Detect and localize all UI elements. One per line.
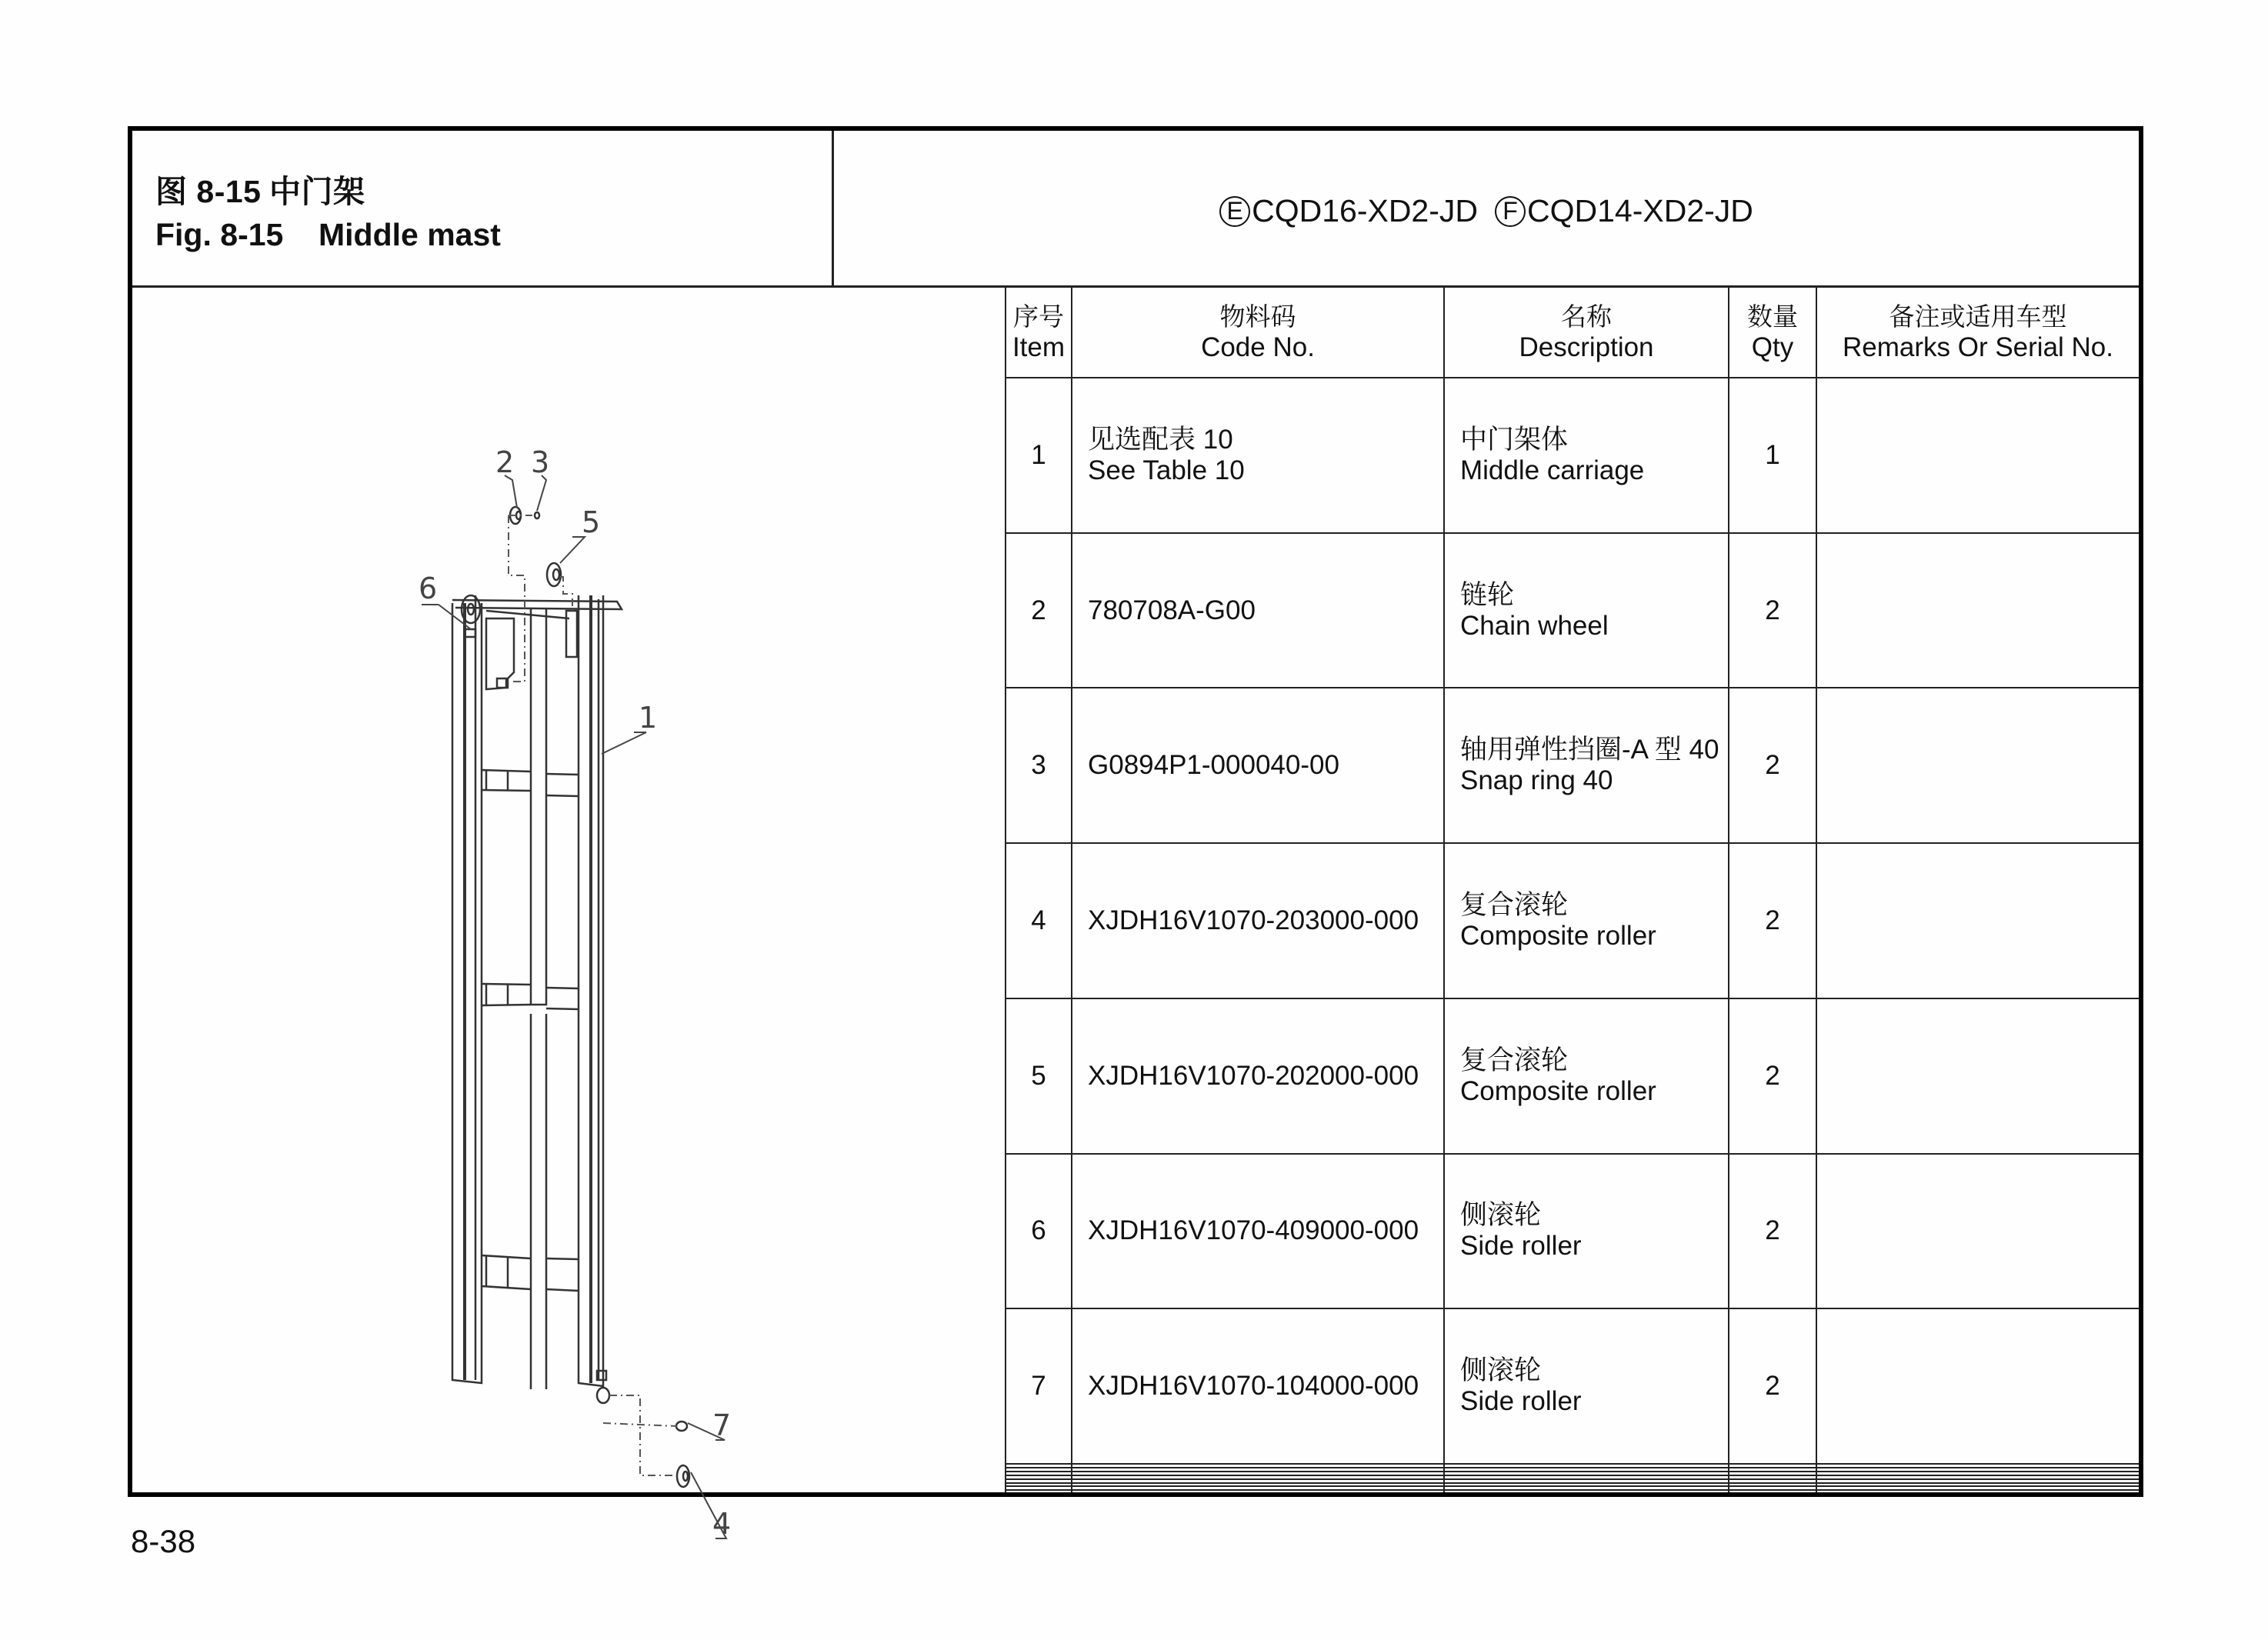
applicable-models: [834, 131, 2139, 285]
item-number: 4: [1006, 843, 1072, 998]
remarks: [1816, 843, 2139, 998]
model-f: [1495, 193, 1753, 229]
callout-4: 4: [712, 1507, 732, 1541]
remarks: [1816, 378, 2139, 533]
circled-f-badge-icon: F: [1495, 196, 1526, 227]
column-header-description: 名称 Description: [1444, 288, 1729, 378]
empty-table-row: [1006, 1490, 2139, 1492]
description: 侧滚轮 Side roller: [1444, 1308, 1729, 1464]
table-header-row: [1006, 288, 2139, 378]
description: 侧滚轮 Side roller: [1444, 1154, 1729, 1309]
figure-caption: [132, 131, 834, 285]
page-number: 8-38: [131, 1523, 196, 1559]
item-number: 6: [1006, 1154, 1072, 1309]
remarks: [1816, 998, 2139, 1154]
quantity: 1: [1729, 378, 1816, 533]
callout-5: 5: [582, 505, 601, 539]
code-number: XJDH16V1070-409000-000: [1072, 1154, 1444, 1309]
model-e-name: CQD16-XD2-JD: [1252, 193, 1478, 228]
item-number: 7: [1006, 1308, 1072, 1464]
table-row: [1006, 688, 2139, 843]
item-number: 2: [1006, 533, 1072, 688]
callout-2: 2: [495, 445, 515, 479]
exploded-view-drawing: [132, 288, 1005, 1541]
description: 链轮 Chain wheel: [1444, 533, 1729, 688]
model-e: [1219, 193, 1478, 229]
remarks: [1816, 1154, 2139, 1309]
callout-6: 6: [419, 572, 438, 605]
description: 复合滚轮 Composite roller: [1444, 843, 1729, 998]
parts-list: [1005, 288, 2139, 1492]
circled-e-badge-icon: E: [1219, 196, 1250, 227]
quantity: 2: [1729, 1154, 1816, 1309]
column-header-code: 物料码 Code No.: [1072, 288, 1444, 378]
remarks: [1816, 1308, 2139, 1464]
code-number: XJDH16V1070-203000-000: [1072, 843, 1444, 998]
code-number: XJDH16V1070-104000-000: [1072, 1308, 1444, 1464]
middle-mast-drawing-icon: [132, 288, 1005, 1541]
table-row: [1006, 378, 2139, 533]
figure-number-cn: 图 8-15: [155, 174, 262, 209]
figure-number-en: Fig. 8-15: [155, 217, 284, 252]
column-header-qty: 数量 Qty: [1729, 288, 1816, 378]
item-number: 5: [1006, 998, 1072, 1154]
table-row: [1006, 1308, 2139, 1464]
description: 中门架体 Middle carriage: [1444, 378, 1729, 533]
model-f-name: CQD14-XD2-JD: [1527, 193, 1753, 228]
item-number: 1: [1006, 378, 1072, 533]
figure-caption-en: [155, 217, 501, 253]
figure-title-en: Middle mast: [319, 217, 501, 252]
callout-7: 7: [712, 1408, 732, 1442]
code-number: G0894P1-000040-00: [1072, 688, 1444, 843]
callout-3: 3: [531, 445, 550, 479]
description: 复合滚轮 Composite roller: [1444, 998, 1729, 1154]
callout-1: 1: [639, 701, 658, 735]
quantity: 2: [1729, 533, 1816, 688]
column-header-item: 序号 Item: [1006, 288, 1072, 378]
item-number: 3: [1006, 688, 1072, 843]
table-row: [1006, 533, 2139, 688]
table-row: [1006, 998, 2139, 1154]
remarks: [1816, 688, 2139, 843]
code-number: XJDH16V1070-202000-000: [1072, 998, 1444, 1154]
code-number: 780708A-G00: [1072, 533, 1444, 688]
table-row: [1006, 843, 2139, 998]
parts-table: [1005, 288, 2139, 1492]
quantity: 2: [1729, 1308, 1816, 1464]
code-number: 见选配表 10 See Table 10: [1072, 378, 1444, 533]
figure-title-cn: 中门架: [269, 174, 365, 209]
quantity: 2: [1729, 688, 1816, 843]
quantity: 2: [1729, 998, 1816, 1154]
table-row: [1006, 1154, 2139, 1309]
figure-caption-cn: [155, 166, 365, 212]
description: 轴用弹性挡圈-A 型 40 Snap ring 40: [1444, 688, 1729, 843]
quantity: 2: [1729, 843, 1816, 998]
figure-header: [132, 131, 2139, 288]
column-header-remarks: 备注或适用车型 Remarks Or Serial No.: [1816, 288, 2139, 378]
remarks: [1816, 533, 2139, 688]
